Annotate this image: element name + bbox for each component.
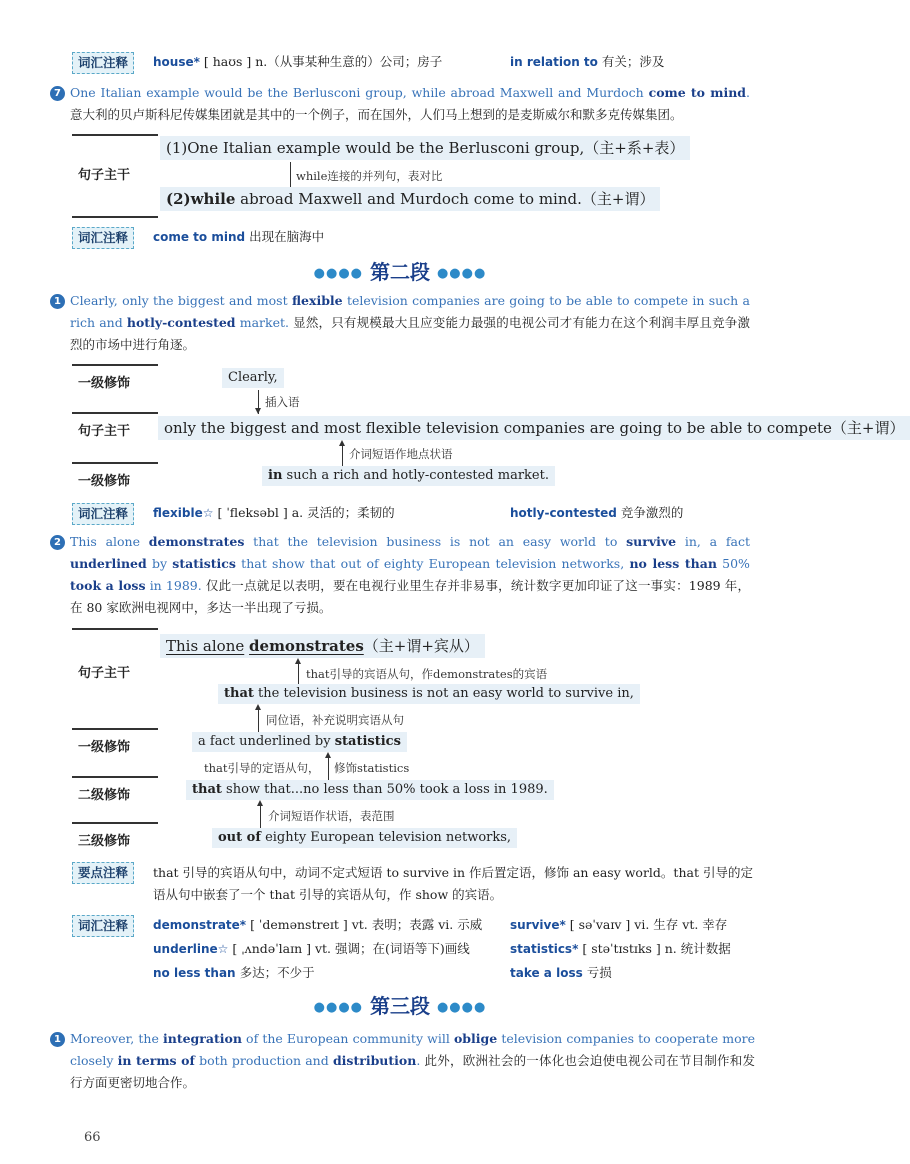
analysis-s2-1-note2: 介词短语作地点状语 [349,447,453,461]
arrow-up [295,658,301,664]
divider [72,776,158,778]
analysis-s2-2-level2: that show that...no less than 50% took a loss in 1989. [186,780,554,800]
sentence-number-s2-1: 1 [50,294,65,309]
vocab-entry-statistics: statistics* [ stəˈtɪstɪks ] n. 统计数据 [510,941,731,956]
divider [72,134,158,136]
analysis-7-line1: (1)One Italian example would be the Berlusconi group,（主+系+表） [160,136,690,160]
analysis-7-note: while连接的并列句，表对比 [296,169,443,183]
sentence-number-s3-1: 1 [50,1032,65,1047]
vocab-tag-1: 词汇注释 [72,52,134,74]
analysis-7-line2: (2)while abroad Maxwell and Murdoch come to mind.（主+谓） [160,187,660,211]
label-level1: 一级修饰 [78,740,131,755]
arrow-up [255,704,261,710]
section-heading-3: ●●●● 第三段 ●●●● [313,994,487,1018]
vocab-entry-hotly-contested: hotly-contested 竞争激烈的 [510,505,684,520]
keypoint-tag: 要点注释 [72,862,134,884]
arrow-up [325,752,331,758]
vocab-entry-flexible: flexible☆ [ ˈfleksəbl ] a. 灵活的；柔韧的 [153,505,395,520]
vocab-tag-3: 词汇注释 [72,503,134,525]
divider [72,412,158,414]
label-level3: 三级修饰 [78,834,131,849]
analysis-s2-2-note3b: 修饰statistics [334,761,410,775]
analysis-s2-2-level3: out of eighty European television networks, [212,828,517,848]
label-trunk-s2-2: 句子主干 [78,666,131,681]
section-heading-2: ●●●● 第二段 ●●●● [313,260,487,284]
divider [72,628,158,630]
divider [72,822,158,824]
analysis-s2-1-note1: 插入语 [265,395,300,409]
arrow-up [257,800,263,806]
sentence-s2-2: This alone demonstrates that the television business is not an easy world to survive in, a fact underlined by statistics that show that out of eighty European television networks, no less than 50% took a loss in 1989. 仅此一点就足以表明，要在电视行业里生存并非易事，统计数字更加印证了这一事实：1989 年，在 80 家欧洲电视网中，多达一半出现了亏损。 [70,534,750,615]
divider [72,728,158,730]
page-number: 66 [84,1130,101,1145]
vocab-tag-2: 词汇注释 [72,227,134,249]
analysis-s2-2-note2: 同位语，补充说明宾语从句 [266,713,404,727]
vocab-entry-survive: survive* [ səˈvaɪv ] vi. 生存 vt. 幸存 [510,917,728,932]
arrow-down [255,408,261,414]
analysis-s2-2-object-clause: that the television business is not an easy world to survive in, [218,684,640,704]
arrow-up [339,440,345,446]
divider [72,462,158,464]
analysis-s2-2-note4: 介词短语作状语，表范围 [268,809,395,823]
vocab-entry-no-less-than: no less than 多达；不少于 [153,965,315,980]
sentence-s3-1: Moreover, the integration of the European community will oblige television companies to cooperate more closely in terms of both production and distribution. 此外，欧洲社会的一体化也会迫使电视公司在节目制作和发行方面更密切地合作。 [70,1031,755,1090]
sentence-number-s2-2: 2 [50,535,65,550]
analysis-s2-2-note3: that引导的定语从句， [204,761,320,775]
analysis-s2-2-level1: a fact underlined by statistics [192,732,407,752]
connector-line [290,162,291,188]
label-level1: 一级修饰 [78,376,131,391]
label-trunk-s2-1: 句子主干 [78,424,131,439]
vocab-entry-house: house* [ haʊs ] n.（从事某种生意的）公司；房子 [153,54,443,69]
sentence-7: One Italian example would be the Berlusconi group, while abroad Maxwell and Murdoch come to mind. 意大利的贝卢斯科尼传媒集团就是其中的一个例子，而在国外，人们马上想到的是麦斯威尔和默多克传媒集团。 [70,85,751,122]
label-level1: 一级修饰 [78,474,131,489]
label-trunk-7: 句子主干 [78,168,131,183]
sentence-s2-1: Clearly, only the biggest and most flexible television companies are going to be able to compete in such a rich and hotly-contested market. 显然，只有规模最大且应变能力最强的电视公司才有能力在这个利润丰厚且竞争激烈的市场中进行角逐。 [70,293,750,352]
vocab-entry-take-a-loss: take a loss 亏损 [510,965,612,980]
vocab-tag-4: 词汇注释 [72,915,134,937]
analysis-s2-1-trunk: only the biggest and most flexible television companies are going to be able to compete（主+谓） [158,416,910,440]
divider [72,364,158,366]
vocab-entry-demonstrate: demonstrate* [ ˈdemənstreɪt ] vt. 表明；表露 vi. 示威 [153,917,483,932]
analysis-s2-1-mod: in such a rich and hotly-contested market. [262,466,555,486]
vocab-entry-come-to-mind: come to mind 出现在脑海中 [153,229,325,244]
analysis-s2-2-trunk: This alone demonstrates（主+谓+宾从） [160,634,485,658]
analysis-s2-1-clearly: Clearly, [222,368,284,388]
vocab-entry-underline: underline☆ [ ˌʌndəˈlaɪn ] vt. 强调；在(词语等下)画线 [153,941,470,956]
analysis-s2-2-note1: that引导的宾语从句，作demonstrates的宾语 [306,667,548,681]
label-level2: 二级修饰 [78,788,131,803]
keypoint-text: that 引导的宾语从句中，动词不定式短语 to survive in 作后置定语，修饰 an easy world。that 引导的定语从句中嵌套了一个 that 引导的宾语从句，作 show 的宾语。 [153,865,753,902]
vocab-entry-in-relation-to: in relation to 有关；涉及 [510,54,665,69]
sentence-number-7: 7 [50,86,65,101]
divider [72,216,158,218]
